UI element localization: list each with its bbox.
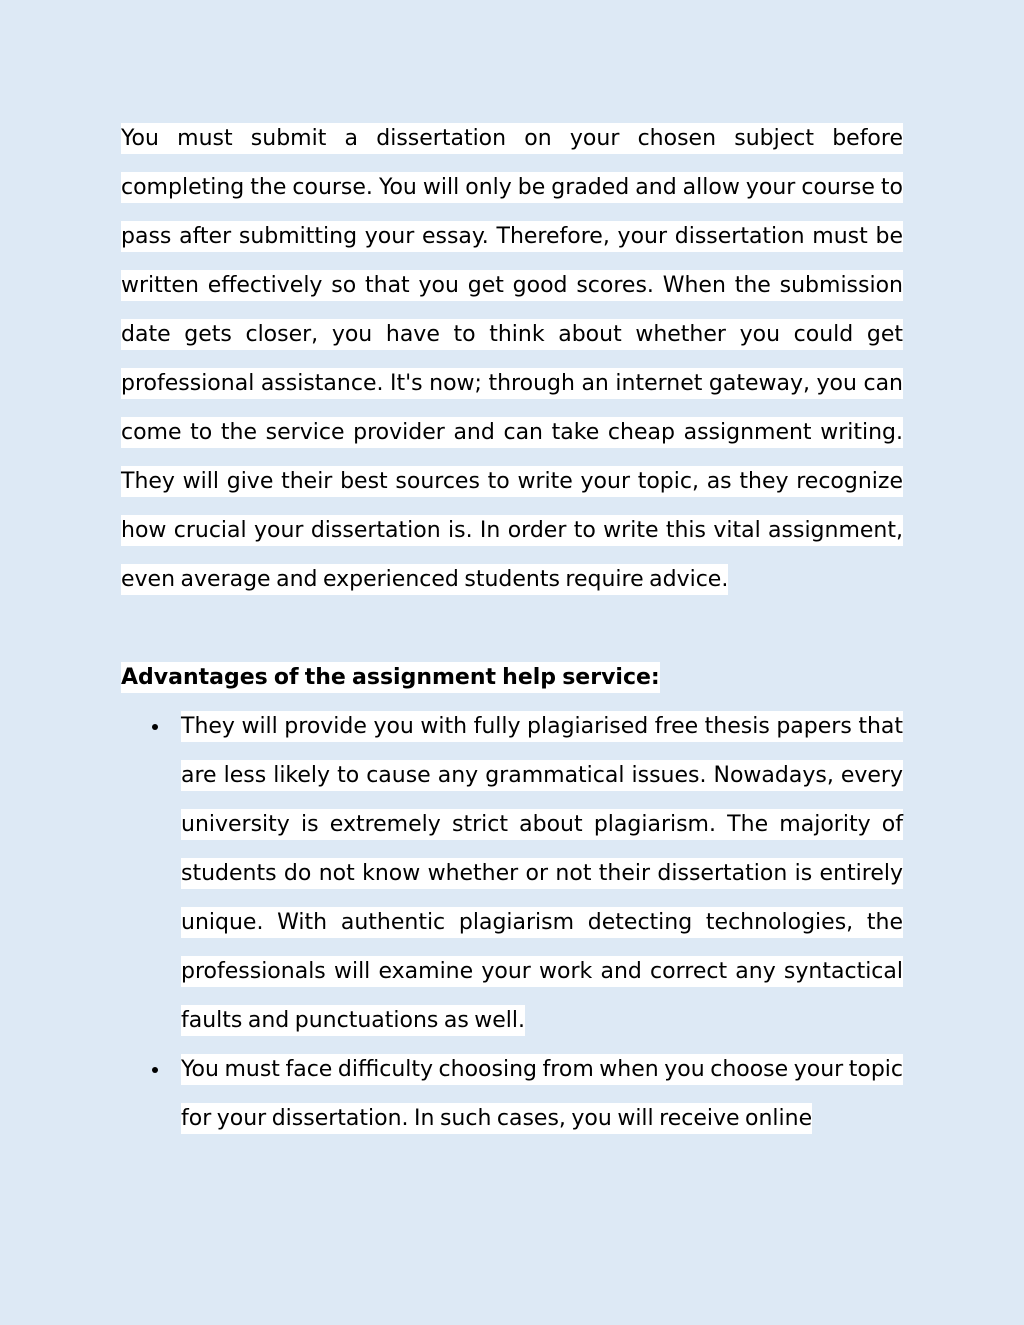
list-item-text: They will provide you with fully plagiarised free thesis papers that are less likely to cause any grammatical issues. Nowadays, every university is extremely strict about plagiarism. The majority of students do not know whether or not their dissertation is entirely unique. With authentic plagiarism detecting technologies, the professionals will examine your work and correct any syntactical faults and punctuations as well. — [181, 711, 903, 1036]
intro-paragraph — [121, 114, 903, 604]
document-body — [121, 114, 903, 1143]
advantages-list — [121, 702, 903, 1143]
bullet-icon — [152, 1067, 158, 1073]
list-item — [121, 702, 903, 1045]
list-item — [121, 1045, 903, 1143]
section-heading — [121, 653, 903, 702]
list-item-text: You must face difficulty choosing from when you choose your topic for your dissertation. In such cases, you will receive online — [181, 1054, 903, 1134]
intro-paragraph-text: You must submit a dissertation on your chosen subject before completing the course. You will only be graded and allow your course to pass after submitting your essay. Therefore, your dissertation must be written effectively so that you get good scores. When the submission date gets closer, you have to think about whether you could get professional assistance. It's now; through an internet gateway, you can come to the service provider and can take cheap assignment writing. They will give their best sources to write your topic, as they recognize how crucial your dissertation is. In order to write this vital assignment, even average and experienced students require advice. — [121, 123, 903, 595]
section-heading-text: Advantages of the assignment help service: — [121, 662, 660, 693]
bullet-icon — [152, 724, 158, 730]
